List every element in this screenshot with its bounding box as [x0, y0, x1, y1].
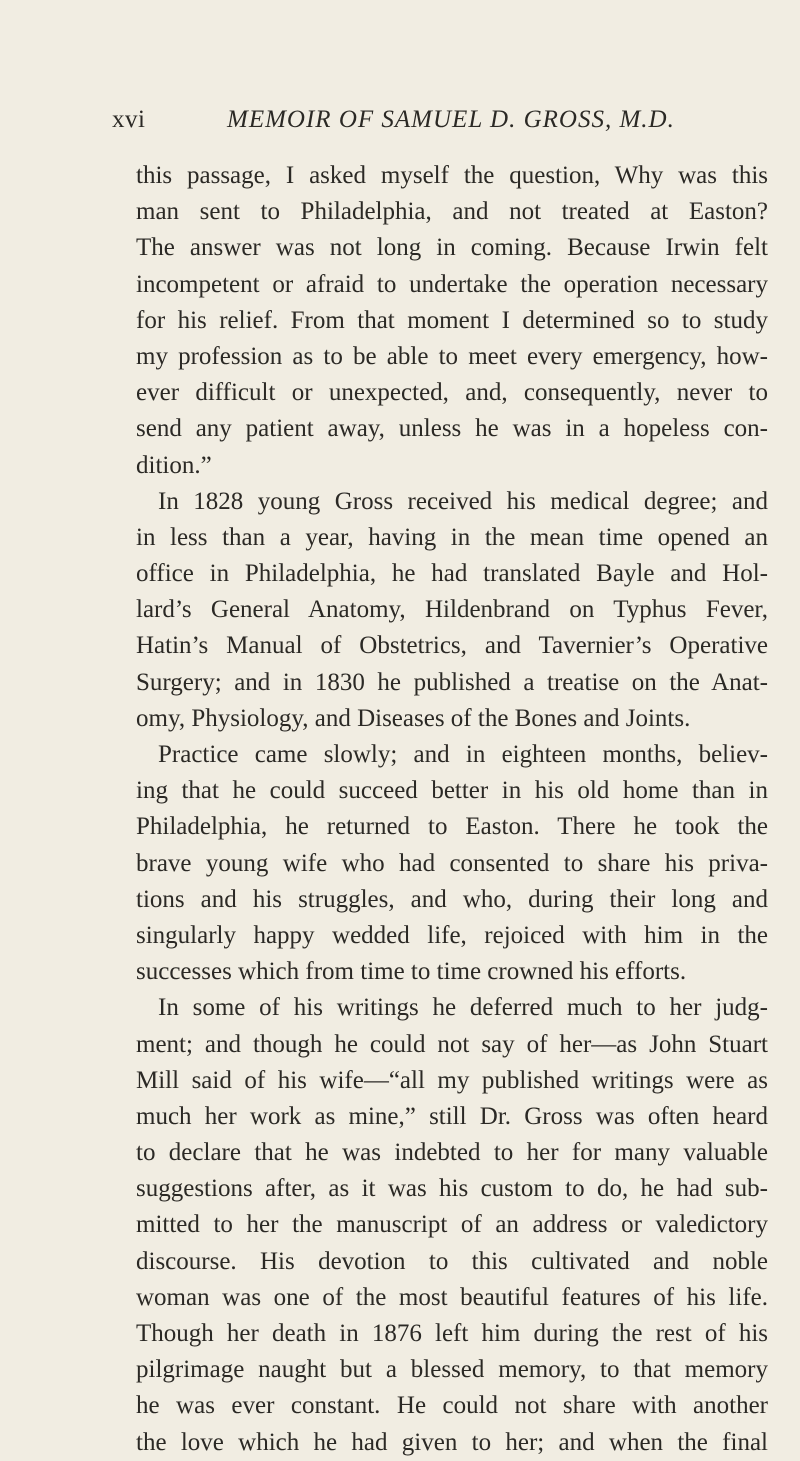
text-line: this passage, I asked myself the question, Why was this	[136, 162, 768, 189]
text-line: discourse. His devotion to this cultivated and noble	[136, 1247, 768, 1275]
text-line: pilgrimage naught but a blessed memory, to that memory	[136, 1356, 768, 1384]
text-line: for his relief. From that moment I determined so to study	[136, 306, 768, 334]
paragraph-start: In some of his writings he deferred much to her judg-	[158, 994, 768, 1022]
text-line: much her work as mine,” still Dr. Gross was often heard	[136, 1102, 768, 1130]
text-line: incompetent or afraid to undertake the operation necessary	[136, 270, 768, 298]
text-line: ment; and though he could not say of her—as John Stuart	[136, 1030, 768, 1058]
text-line: lard’s General Anatomy, Hildenbrand on Typhus Fever,	[136, 596, 768, 624]
text-line: to declare that he was indebted to her for many valuable	[136, 1139, 768, 1167]
text-line: Surgery; and in 1830 he published a treatise on the Anat-	[136, 668, 768, 696]
text-line: Hatin’s Manual of Obstetrics, and Tavernier’s Operative	[136, 632, 768, 660]
text-line: office in Philadelphia, he had translated Bayle and Hol-	[136, 560, 768, 588]
text-line: omy, Physiology, and Diseases of the Bones and Joints.	[136, 704, 691, 732]
text-line: he was ever constant. He could not share with another	[136, 1392, 768, 1420]
text-line: brave young wife who had consented to share his priva-	[136, 849, 768, 877]
text-line: dition.”	[136, 451, 212, 479]
page-number: xvi	[112, 106, 146, 133]
paragraph-start: In 1828 young Gross received his medical degree; and	[158, 487, 768, 515]
text-line: successes which from time to time crowned his efforts.	[136, 958, 687, 986]
paragraph-start: Practice came slowly; and in eighteen months, believ-	[158, 741, 768, 768]
text-line: the love which he had given to her; and when the final	[136, 1428, 768, 1456]
text-line: in less than a year, having in the mean time opened an	[136, 523, 768, 551]
text-line: Though her death in 1876 left him during the rest of his	[136, 1320, 768, 1347]
text-line: singularly happy wedded life, rejoiced with him in the	[136, 921, 768, 949]
running-head	[112, 106, 772, 140]
text-line: Philadelphia, he returned to Easton. There he took the	[136, 813, 768, 841]
text-line: suggestions after, as it was his custom to do, he had sub-	[136, 1175, 768, 1203]
text-line: woman was one of the most beautiful features of his life.	[136, 1283, 768, 1311]
text-line: The answer was not long in coming. Because Irwin felt	[136, 234, 768, 262]
text-line: ever difficult or unexpected, and, consequently, never to	[136, 379, 768, 407]
text-line: send any patient away, unless he was in a hopeless con-	[136, 415, 768, 443]
body-text	[136, 158, 768, 1461]
text-line: man sent to Philadelphia, and not treated at Easton?	[136, 198, 768, 226]
text-line: Mill said of his wife—“all my published writings were as	[136, 1066, 768, 1094]
text-line: my profession as to be able to meet every emergency, how-	[136, 342, 768, 370]
running-title: MEMOIR OF SAMUEL D. GROSS, M.D.	[227, 106, 675, 133]
text-line: ing that he could succeed better in his old home than in	[136, 777, 768, 805]
text-line: tions and his struggles, and who, during their long and	[136, 885, 768, 913]
text-line: mitted to her the manuscript of an address or valedictory	[136, 1211, 768, 1239]
